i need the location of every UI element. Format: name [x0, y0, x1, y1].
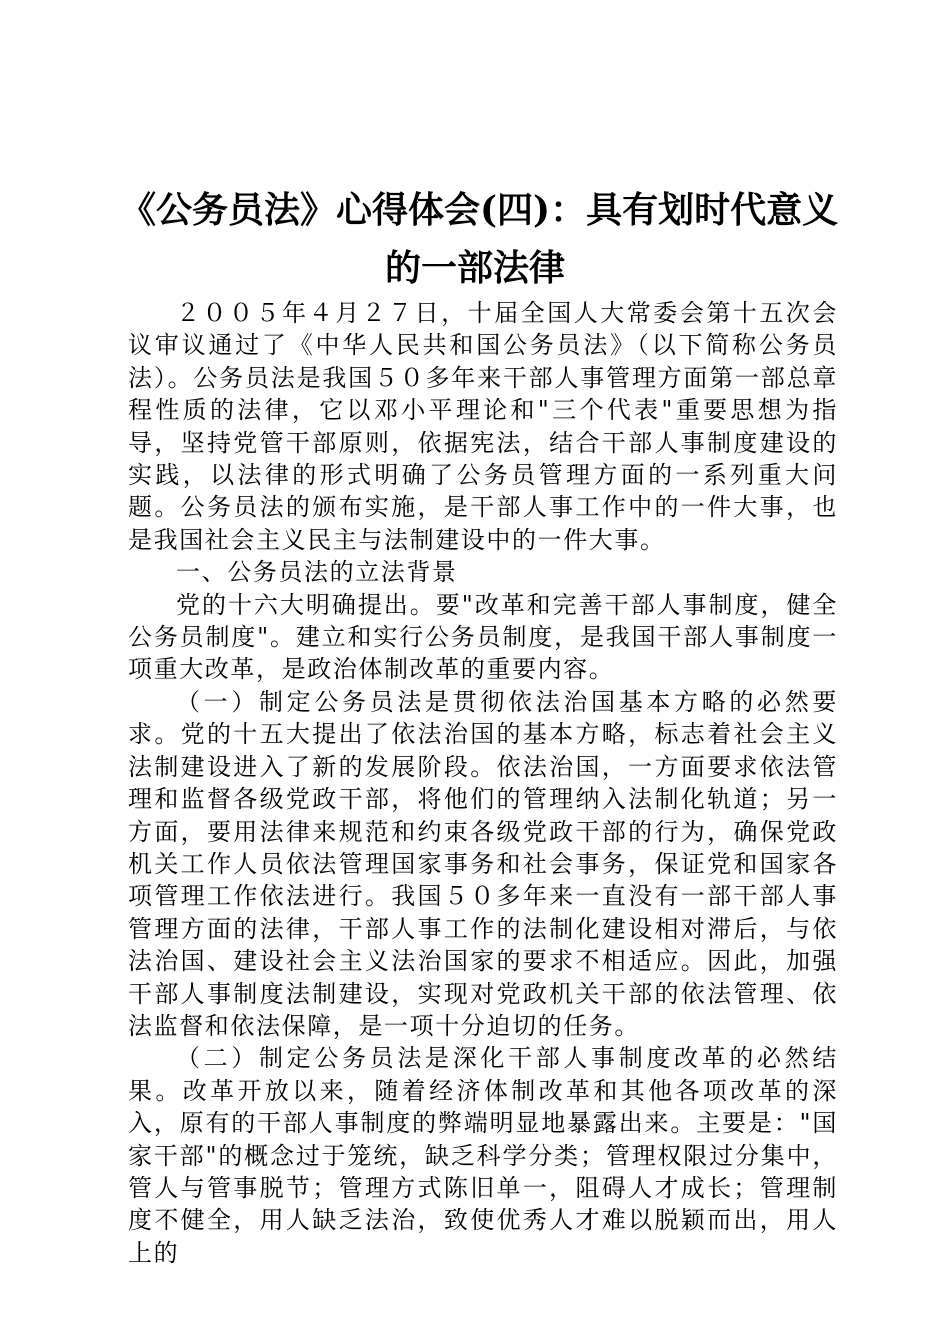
- paragraph-personnel-reform: （二）制定公务员法是深化干部人事制度改革的必然结果。改革开放以来，随着经济体制改革和其他各项改革的深入，原有的干部人事制度的弊端明显地暴露出来。主要是："国家干部"的概念过于笼统，缺乏科学分类；管理权限过分集中，管人与管事脱节；管理方式陈旧单一，阻碍人才成长；管理制度不健全，用人缺乏法治，致使优秀人才难以脱颖而出，用人上的: [128, 1044, 838, 1267]
- section-heading-background: 一、公务员法的立法背景: [176, 558, 458, 587]
- paragraph-rule-of-law: （一）制定公务员法是贯彻依法治国基本方略的必然要求。党的十五大提出了依法治国的基本方略，标志着社会主义法制建设进入了新的发展阶段。依法治国，一方面要求依法管理和监督各级党政干部，将他们的管理纳入法制化轨道；另一方面，要用法律来规范和约束各级党政干部的行为，确保党政机关工作人员依法管理国家事务和社会事务，保证党和国家各项管理工作依法进行。我国５０多年来一直没有一部干部人事管理方面的法律，干部人事工作的法制化建设相对滞后，与依法治国、建设社会主义法治国家的要求不相适应。因此，加强干部人事制度法制建设，实现对党政机关干部的依法管理、依法监督和依法保障，是一项十分迫切的任务。: [128, 687, 838, 1040]
- paragraph-intro: ２００５年４月２７日，十届全国人大常委会第十五次会议审议通过了《中华人民共和国公务员法》（以下简称公务员法）。公务员法是我国５０多年来干部人事管理方面第一部总章程性质的法律，它以邓小平理论和"三个代表"重要思想为指导，坚持党管干部原则，依据宪法，结合干部人事制度建设的实践，以法律的形式明确了公务员管理方面的一系列重大问题。公务员法的颁布实施，是干部人事工作中的一件大事，也是我国社会主义民主与法制建设中的一件大事。: [128, 299, 838, 554]
- document-title-line-2: 的一部法律: [384, 247, 565, 289]
- document-body: [128, 297, 838, 1269]
- paragraph-sixteenth-congress: 党的十六大明确提出。要"改革和完善干部人事制度，健全公务员制度"。建立和实行公务员制度，是我国干部人事制度一项重大改革，是政治体制改革的重要内容。: [128, 590, 838, 684]
- document-title-line-1: 《公务员法》心得体会(四)：具有划时代意义: [120, 189, 839, 231]
